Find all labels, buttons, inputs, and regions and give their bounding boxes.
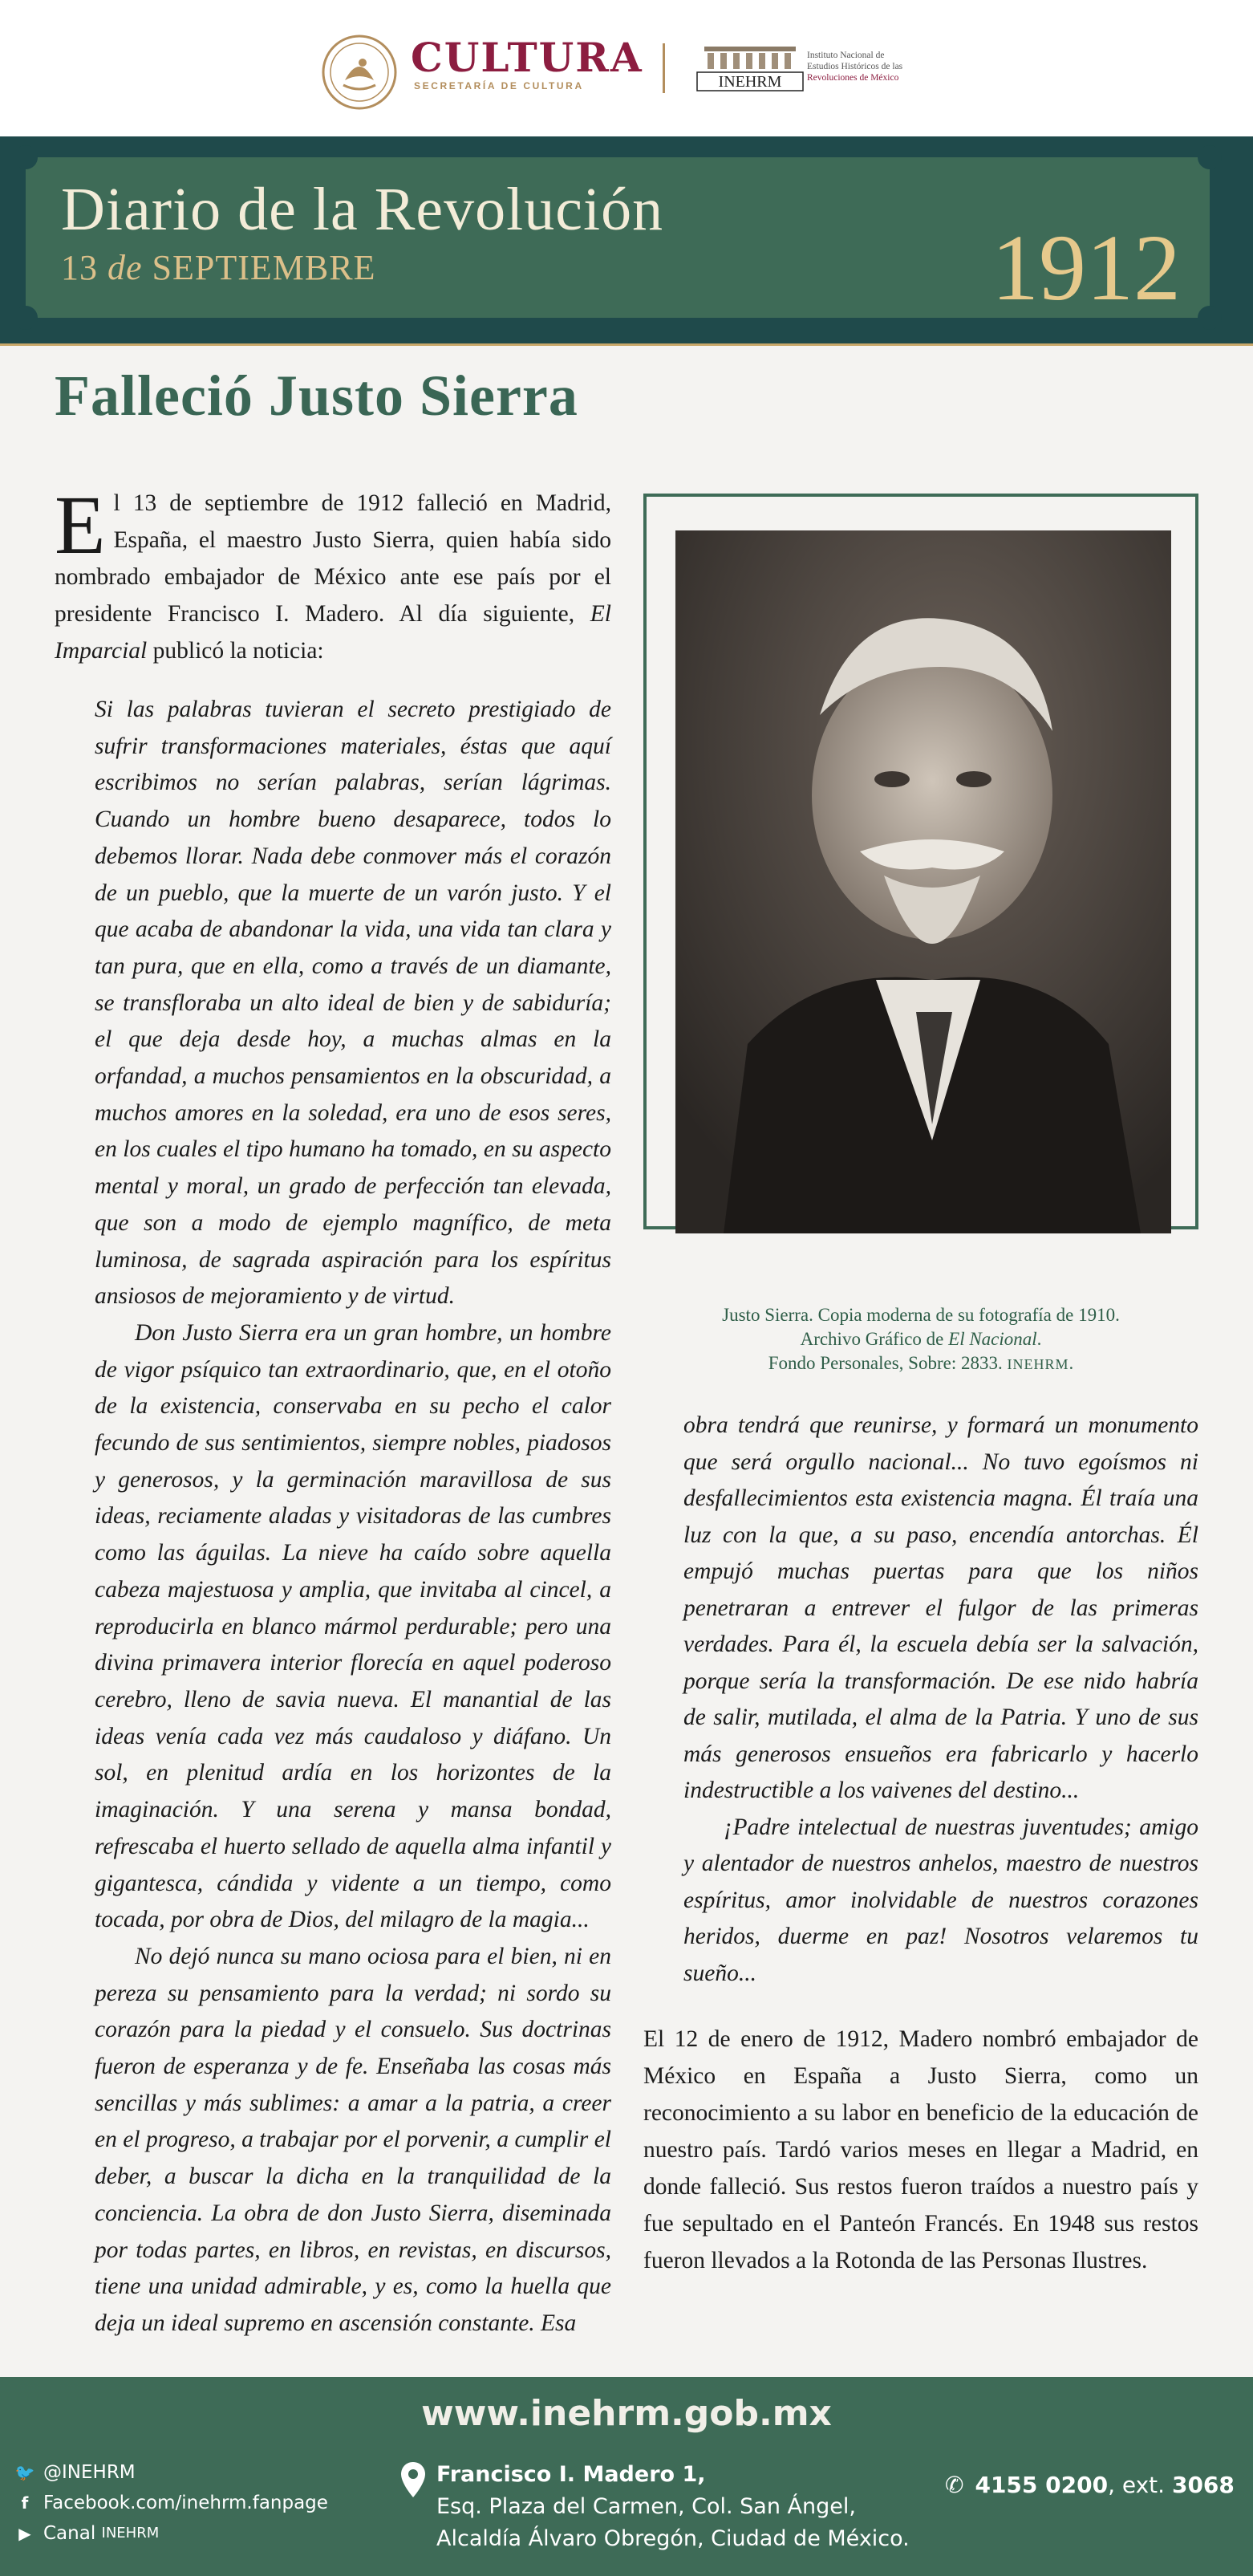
justo-sierra-portrait <box>675 530 1171 1233</box>
article-headline: Falleció Justo Sierra <box>55 364 578 428</box>
secretaria-de-cultura-text: SECRETARÍA DE CULTURA <box>414 80 584 91</box>
social-links <box>14 2457 328 2549</box>
quote-paragraph: obra tendrá que reunirse, y formará un monumento que será orgullo nacional... No tuvo egoísmos ni desfallecimientos esta existencia magna. Él traía una luz con la que, a su paso, encendía antorchas. Él empujó muchas puertas para que los niños penetraran a entrever el fulgor de las primeras verdades. Para él, la escuela debía ser la salvación, porque sería la transformación. De ese nido habría de salir, mutilada, el alma de la Patria. Y uno de sus más generosos ensueños era fabricarlo y hacerlo indestructible a los vaivenes del destino... <box>683 1412 1198 1803</box>
lead-paragraph: El 13 de septiembre de 1912 falleció en Madrid, España, el maestro Justo Sierra, quien había sido nombrado embajador de México ante ese país por el presidente Francisco I. Madero. Al día siguiente, El Imparcial publicó la noticia: <box>55 479 611 664</box>
quote-paragraph: Don Justo Sierra era un gran hombre, un hombre de vigor psíquico tan extraordinario, que, en el otoño de la existencia, conservaba en su pecho el calor fecundo de sus sentimientos, siempre nobles, piadosos y generosos, y la germinación maravillosa de sus ideas, reciamente aladas y visitadoras de las cumbres como las águilas. La nieve ha caído sobre aquella cabeza majestuosa y amplia, que invitaba al cincel, a reproducirla en blanco mármol perdurable; pero una divina primavera interior florecía en aquel poderoso cerebro, lleno de savia nueva. El manantial de las ideas venía cada vez más caudaloso y diáfano. Un sol, en plenitud ardía en los horizontes de la imaginación. Y una serena y mansa bondad, refrescaba el huerto sellado de aquella alma infantil y gigantesca, cándida y vidente a un tiempo, como tocada, por obra de Dios, del milagro de la magia... <box>95 1319 611 1933</box>
inehrm-full-name: Instituto Nacional de Estudios Históricos de las Revoluciones de México <box>807 51 903 83</box>
website-link[interactable]: www.inehrm.gob.mx <box>421 2393 832 2434</box>
inehrm-building-logo <box>696 43 804 91</box>
banner-date: 13 de SEPTIEMBRE <box>61 248 376 287</box>
closing-paragraph: El 12 de enero de 1912, Madero nombró embajador de México en España a Justo Sierra, como un reconocimiento a su labor en beneficio de la educación de nuestro país. Tardó varios meses en llegar a Madrid, en donde falleció. Sus restos fueron traídos a nuestro país y fue sepultado en el Panteón Francés. En 1948 sus restos fueron llevados a la Rotonda de las Personas Ilustres. <box>643 2026 1198 2273</box>
mexican-seal-icon <box>321 34 398 111</box>
phone-number[interactable]: ✆ 4155 0200, ext. 3068 <box>945 2472 1235 2498</box>
banner-title: Diario de la Revolución <box>61 176 664 243</box>
quoted-obituary-right <box>683 1408 1198 1992</box>
quote-paragraph: ¡Padre intelectual de nuestras juventudes; amigo y alentador de nuestros anhelos, maestro de nuestros espíritus, amor inolvidable de nuestros corazones heridos, duerme en paz! Nosotros velaremos tu sueño... <box>683 1814 1198 1986</box>
twitter-icon: 🐦 <box>14 2463 35 2482</box>
footer <box>0 2377 1253 2576</box>
youtube-link[interactable]: ▶ Canal INEHRM <box>14 2518 328 2549</box>
twitter-link[interactable]: 🐦 @INEHRM <box>14 2457 328 2488</box>
title-banner-panel <box>26 157 1210 318</box>
gold-divider-line <box>0 343 1253 346</box>
facebook-icon: f <box>21 2493 29 2513</box>
banner-year: 1912 <box>991 215 1181 320</box>
phone-icon: ✆ <box>945 2472 964 2498</box>
quote-paragraph: No dejó nunca su mano ociosa para el bien, ni en pereza su pensamiento para la verdad; ni sordo su corazón para la piedad y el consuelo. Sus doctrinas fueron de esperanza y de fe. Enseñaba las cosas más sencillas y más sublimes: a amar a la patria, a creer en el progreso, a trabajar por el porvenir, a cumplir el deber, a buscar la dicha en la tranquilidad de la conciencia. La obra de don Justo Sierra, diseminada por todas partes, en libros, en revistas, en discursos, tiene una unidad admirable, y es, como la huella que deja un ideal supremo en ascensión constante. Esa <box>95 1943 611 2336</box>
drop-cap: E <box>55 479 106 571</box>
logo-divider <box>663 43 665 93</box>
location-pin-icon <box>401 2462 425 2497</box>
title-banner <box>0 136 1253 343</box>
inehrm-logo-text: INEHRM <box>718 73 782 91</box>
quote-paragraph: Si las palabras tuvieran el secreto prestigiado de sufrir transformaciones materiales, éstas que aquí escribimos no serían palabras, serían lágrimas. Cuando un hombre bueno desaparece, todos lo debemos llorar. Nada debe conmover más el corazón de un pueblo, que la muerte de un varón justo. Y el que acaba de abandonar la vida, una vida tan clara y tan pura, que en ella, como a través de un diamante, se transfloraba un alto ideal de bien y de sabiduría; el que deja desde hoy, a muchas almas en la orfandad, a muchos pensamientos en la obscuridad, a muchos amores en la soledad, era uno de esos seres, en los cuales el tipo humano ha tomado, en su aspecto mental y moral, un grado de perfección tan elevada, que son a modo de ejemplo magnífico, de meta luminosa, de sagrada aspiración para los espíritus ansiosos de mejoramiento y de virtud. <box>95 697 611 1310</box>
cultura-logo-text: CULTURA <box>411 34 643 81</box>
facebook-link[interactable]: f Facebook.com/inehrm.fanpage <box>14 2488 328 2518</box>
portrait-caption: Justo Sierra. Copia moderna de su fotografía de 1910. Archivo Gráfico de El Nacional. Fondo Personales, Sobre: 2833. INEHRM. <box>722 1305 1120 1373</box>
postal-address: Francisco I. Madero 1, Esq. Plaza del Carmen, Col. San Ángel, Alcaldía Álvaro Obregón, Ciudad de México. <box>436 2462 910 2551</box>
youtube-icon: ▶ <box>18 2524 31 2543</box>
quoted-obituary-left <box>95 692 611 2342</box>
newspaper-name: El Imparcial <box>55 601 611 664</box>
top-logo-bar <box>0 0 1253 136</box>
portrait-frame <box>643 494 1198 1229</box>
